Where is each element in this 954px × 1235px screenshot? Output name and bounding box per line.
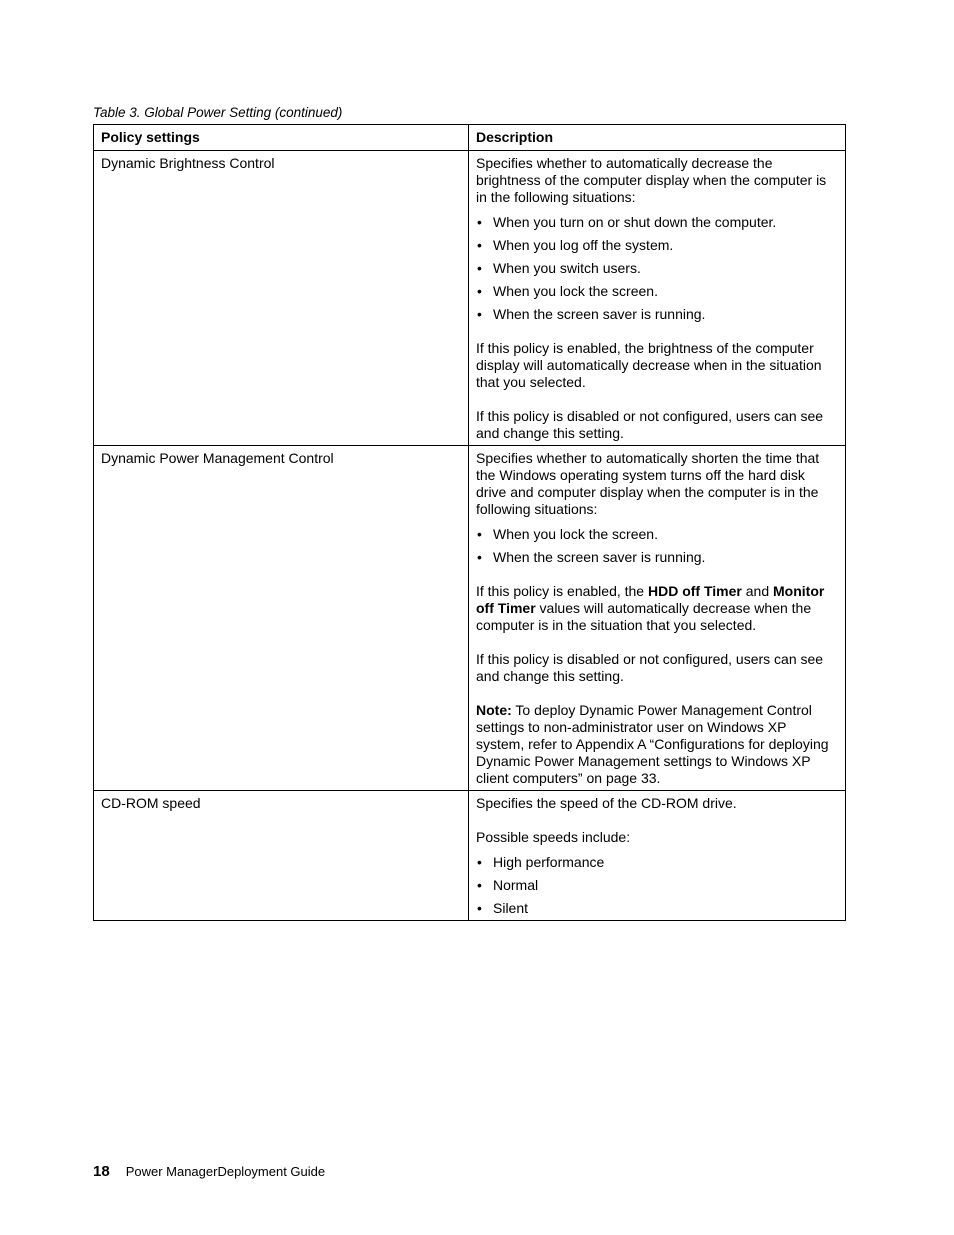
- situation-list: [476, 526, 838, 566]
- bullet-icon: •: [477, 854, 482, 870]
- list-item: • When you lock the screen.: [477, 283, 658, 299]
- policy-setting-cell: Dynamic Brightness Control: [94, 151, 469, 446]
- list-item: • Silent: [477, 900, 529, 916]
- note-text: To deploy Dynamic Power Management Control settings to non-administrator user on Windows XP system, refer to Appendix A “Configurations for deploying Dynamic Power Management settings to Windows XP client computers” on page 33.: [476, 702, 829, 786]
- header-policy-settings: Policy settings: [94, 125, 469, 151]
- bullet-icon: •: [477, 526, 482, 542]
- description-cell: [469, 446, 846, 791]
- speed-list: [476, 854, 838, 917]
- enabled-text: If this policy is enabled, the brightness of the computer display will automatically decrease when in the situation that you selected.: [476, 340, 822, 390]
- monitor-off-timer-term: Monitor off Timer: [476, 583, 825, 616]
- footer-title: Power ManagerDeployment Guide: [125, 1164, 326, 1179]
- list-item: • When you lock the screen.: [477, 526, 658, 542]
- list-item: • When the screen saver is running.: [477, 549, 706, 565]
- list-item: • High performance: [477, 854, 605, 870]
- description-intro: Specifies whether to automatically decrease the brightness of the computer display when the computer is in the following situations:: [476, 155, 827, 205]
- table-row: [94, 151, 846, 446]
- description-intro: Specifies the speed of the CD-ROM drive.: [476, 795, 737, 811]
- table-header-row: [94, 125, 846, 151]
- page-footer: [93, 1163, 325, 1180]
- table-row: [94, 446, 846, 791]
- disabled-text: If this policy is disabled or not configured, users can see and change this setting.: [476, 651, 824, 684]
- bullet-icon: •: [477, 260, 482, 276]
- bullet-icon: •: [477, 900, 482, 916]
- description-cell: [469, 791, 846, 921]
- policy-setting-cell: CD-ROM speed: [94, 791, 469, 921]
- policy-setting-cell: Dynamic Power Management Control: [94, 446, 469, 791]
- bullet-icon: •: [477, 877, 482, 893]
- table-caption: Table 3. Global Power Setting (continued): [93, 105, 343, 120]
- list-item: • When you switch users.: [477, 260, 641, 276]
- bullet-icon: •: [477, 549, 482, 565]
- bullet-icon: •: [477, 237, 482, 253]
- situation-list: [476, 214, 838, 323]
- global-power-setting-table: [93, 124, 846, 921]
- description-intro: Specifies whether to automatically shorten the time that the Windows operating system turns off the hard disk drive and computer display when the computer is in the following situations:: [476, 450, 820, 517]
- bullet-icon: •: [477, 306, 482, 322]
- header-description: Description: [469, 125, 846, 151]
- enabled-text: If this policy is enabled, the HDD off Timer and Monitor off Timer values will automatically decrease when the computer is in the situation that you selected.: [476, 583, 825, 633]
- list-item: • Normal: [477, 877, 539, 893]
- note-label: Note:: [476, 702, 512, 718]
- bullet-icon: •: [477, 214, 482, 230]
- speeds-label: Possible speeds include:: [476, 829, 631, 845]
- description-cell: [469, 151, 846, 446]
- page-number: 18: [93, 1163, 110, 1180]
- list-item: • When you turn on or shut down the computer.: [477, 214, 777, 230]
- list-item: • When the screen saver is running.: [477, 306, 706, 322]
- list-item: • When you log off the system.: [477, 237, 674, 253]
- table-row: [94, 791, 846, 921]
- hdd-off-timer-term: HDD off Timer: [648, 583, 742, 599]
- disabled-text: If this policy is disabled or not configured, users can see and change this setting.: [476, 408, 824, 441]
- note: [476, 702, 838, 787]
- bullet-icon: •: [477, 283, 482, 299]
